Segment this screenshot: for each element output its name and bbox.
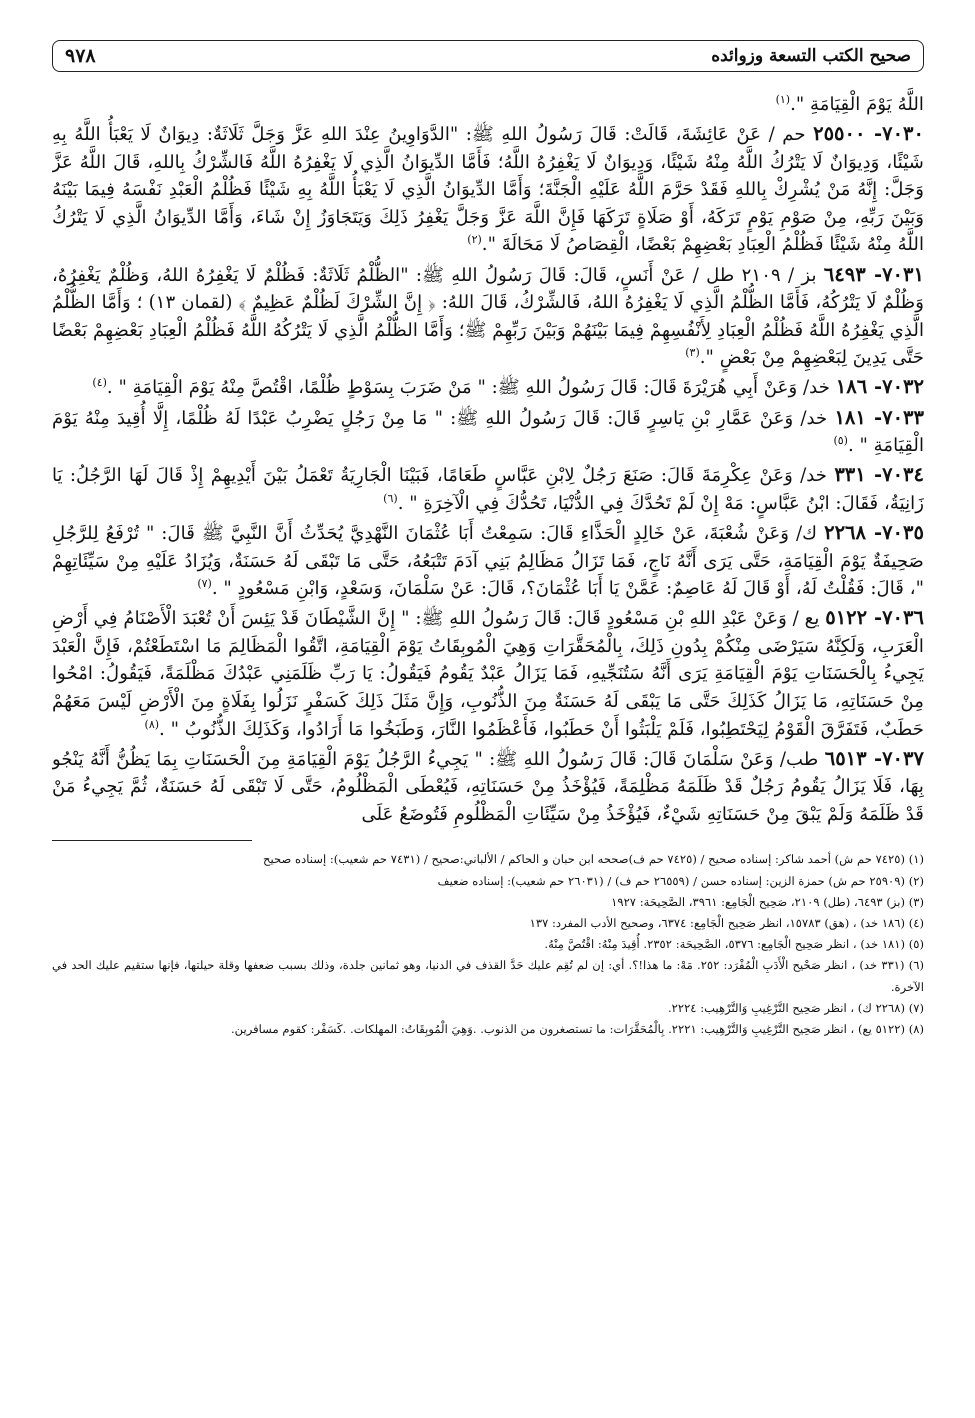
hadith-paragraph — [52, 90, 924, 119]
hadith-paragraph — [52, 745, 924, 829]
hadith-number: ٧٠٣٦- ٥١٢٢ — [825, 606, 924, 630]
hadith-paragraph — [52, 120, 924, 259]
hadith-number: ٧٠٣٠- ٢٥٥٠٠ — [813, 122, 924, 146]
hadith-text: اللَّهُ يَوْمَ الْقِيَامَةِ ". — [790, 94, 924, 115]
footnote-ref: (٨) — [144, 717, 160, 731]
hadith-body — [52, 90, 924, 828]
footnote: (٤) (١٨٦ خد) ، (هق) ١٥٧٨٣، انظر صَحِيح الْجَامِع: ٦٣٧٤، وصحيح الأدب المفرد: ١٣٧ — [529, 916, 924, 931]
hadith-text: خد/ وَعَنْ أَبِي هُرَيْرَةَ قَالَ: قَالَ رَسُولُ اللهِ ﷺ: " مَنْ ضَرَبَ بِسَوْطٍ ظُلْمًا، اقْتُصَّ مِنْهُ يَوْمَ الْقِيَامَةِ " . — [106, 377, 830, 399]
hadith-paragraph — [52, 373, 924, 402]
hadith-number: ٧٠٣٣- ١٨١ — [834, 405, 924, 429]
footnote: (٦) (٣٣١ خد) ، انظر صَحْيح الْأَدَبِ الْمُفْرَد: ٢٥٢. مَهْ: ما هذا!؟. أي: إن لم تُقِم عليك حَدَّ القذف في الدنيا، وهو ثمانين جلدة، وذلك بسبب ضعفها وقلة حيلتها، فإنها ستقيم عليك الحد في الآخرة. — [52, 958, 924, 994]
footnote-ref: (١) — [775, 92, 791, 106]
footnote-ref: (٤) — [92, 376, 107, 390]
footnotes — [52, 849, 924, 1040]
hadith-number: ٧٠٣٥- ٢٢٦٨ — [824, 520, 924, 544]
hadith-paragraph — [52, 461, 924, 517]
hadith-text: خد/ وَعَنْ عِكْرِمَةَ قَالَ: صَنَعَ رَجُلٌ لِابْنِ عَبَّاسٍ طَعَامًا، فَبَيْنَا الْجَارِيَةُ تَعْمَلُ بَيْنَ أَيْدِيهِمْ إِذْ قَالَ لَهَا الرَّجُلُ: يَا زَانِيَةُ، فَقَالَ: ابْنُ عَبَّاسٍ: مَهْ إِنْ لَمْ تَحُدَّكَ فِي الدُّنْيَا، تَحُدُّكَ فِي الْآخِرَةِ " . — [52, 465, 924, 514]
hadith-paragraph — [52, 519, 924, 603]
footnote: (٧) (٢٢٦٨ ك) ، انظر صَحِيح التَّرْغِيبِ وَالتَّرْهِيب: ٢٢٢٤. — [667, 1000, 924, 1015]
footnote: (٣) (بز) ٦٤٩٣، (طل) ٢١٠٩، صَحِيح الْجَامِع: ٣٩٦١، الصَّحِيحَة: ١٩٢٧ — [611, 894, 924, 909]
hadith-text: خد/ وَعَنْ عَمَّارِ بْنِ يَاسِرٍ قَالَ: قَالَ رَسُولُ اللهِ ﷺ: " مَا مِنْ رَجُلٍ يَضْرِبُ عَبْدًا لَهُ ظُلْمًا، إِلَّا أُقِيدَ مِنْهُ يَوْمَ الْقِيَامَةِ " . — [52, 407, 924, 457]
footnote-ref: (٣) — [685, 346, 700, 360]
page-number: ٩٧٨ — [65, 45, 96, 67]
book-page — [52, 40, 924, 1400]
footnote: (٨) (٥١٢٢ يع) ، انظر صَحِيح التَّرْغِيبِ وَالتَّرْهِيب: ٢٢٢١. بِالْمُحَقَّرَات: ما تستصغرون من الذنوب. .وَهِيَ الْمُوبِقَاتُ: المهلكات. .كَسَفْر: كقوم مسافرين. — [230, 1022, 924, 1037]
hadith-paragraph — [52, 604, 924, 743]
footnote-ref: (٢) — [467, 233, 482, 247]
book-title: صحيح الكتب التسعة وزوائده — [711, 46, 911, 66]
footnote-ref: (٥) — [833, 434, 848, 448]
footnote-divider — [52, 840, 252, 841]
hadith-number: ٧٠٣٢- ١٨٦ — [835, 375, 924, 399]
hadith-text: حم / عَنْ عَائِشَةَ، قَالَتْ: قَالَ رَسُولُ اللهِ ﷺ: "الدَّوَاوِينُ عِنْدَ اللهِ عَزَّ وَجَلَّ ثَلَاثَةٌ: دِيوَانٌ لَا يَعْبَأُ اللَّهُ بِهِ شَيْئًا، وَدِيوَانٌ لَا يَتْرُكُ اللَّهُ مِنْهُ شَيْئًا، وَدِيوَانٌ لَا يَغْفِرُهُ اللَّهُ؛ فَأَمَّا الدِّيوَانُ الَّذِي لَا يَغْفِرُهُ اللَّهُ فَالشِّرْكُ بِاللهِ، قَالَ اللَّهُ عَزَّ وَجَلَّ: إِنَّهُ مَنْ يُشْرِكْ بِاللهِ فَقَدْ حَرَّمَ اللَّهُ عَلَيْهِ الْجَنَّةَ؛ وَأَمَّا الدِّيوَانُ الَّذِي لَا يَعْبَأُ اللَّهُ بِهِ شَيْئًا فَظُلْمُ الْعَبْدِ نَفْسَهُ فِيمَا بَيْنَهُ وَبَيْنَ رَبِّهِ، مِنْ صَوْمِ يَوْمٍ تَرَكَهُ، أَوْ صَلَاةٍ تَرَكَهَا فَإِنَّ اللَّهَ عَزَّ وَجَلَّ يَغْفِرُ ذَلِكَ وَيَتَجَاوَزُ إِنْ شَاءَ، وَأَمَّا الدِّيوَانُ الَّذِي لَا يَتْرُكُ اللَّهُ مِنْهُ شَيْئًا فَظُلْمُ الْعِبَادِ بَعْضِهِمْ بَعْضًا، الْقِصَاصُ لَا مَحَالَةَ ". — [52, 124, 924, 256]
hadith-paragraph — [52, 261, 924, 372]
page-header — [52, 40, 924, 72]
footnote: (٢) (٢٥٩٠٩ حم ش) حمزة الزين: إسناده حسن / (٢٦٥٥٩ حم ف) / (٢٦٠٣١ حم شعيب): إسناده ضعيف — [437, 873, 924, 888]
hadith-number: ٧٠٣٤- ٣٣١ — [834, 463, 924, 487]
hadith-text: طب/ وَعَنْ سَلْمَانَ قَالَ: قَالَ رَسُولُ اللهِ ﷺ: " يَجِيءُ الرَّجُلُ يَوْمَ الْقِيَامَةِ مِنَ الْحَسَنَاتِ بِمَا يَظُنُّ أَنَّهُ يَنْجُو بِهَا، فَلَا يَزَالُ يَقُومُ رَجُلٌ قَدْ ظَلَمَهُ مَظْلِمَةً، فَيُؤْخَذُ مِنْ حَسَنَاتِهِ، فَيُعْطَى الْمَظْلُومُ، حَتَّى لَا تَبْقَى لَهُ حَسَنَةٌ، ثُمَّ يَجِيءُ مَنْ قَدْ ظَلَمَهُ وَلَمْ يَبْقَ مِنْ حَسَنَاتِهِ شَيْءٌ، فَيُؤْخَذُ مِنْ سَيِّئَاتِ الْمَظْلُومِ فَتُوضَعُ عَلَى — [52, 748, 924, 825]
footnote: (٥) (١٨١ خد) ، انظر صَحِيح الْجَامِع: ٥٣٧٦، الصَّحِيحَة: ٢٣٥٢. أُقِيدَ مِنْهُ: اقْتُصَّ مِنْهُ. — [544, 937, 924, 952]
hadith-text: يع / وَعَنْ عَبْدِ اللهِ بْنِ مَسْعُودٍ قَالَ: قَالَ رَسُولُ اللهِ ﷺ: " إِنَّ الشَّيْطَانَ قَدْ يَئِسَ أَنْ تُعْبَدَ الْأَصْنَامُ فِي أَرْضِ الْعَرَبِ، وَلَكِنَّهُ سَيَرْضَى مِنْكُمْ بِدُونِ ذَلِكَ، بِالْمُحَقَّرَاتِ وَهِيَ الْمُوبِقَاتُ يَوْمَ الْقِيَامَةِ، اتَّقُوا الْمَظَالِمَ مَا اسْتَطَعْتُمْ، فَإِنَّ الْعَبْدَ يَجِيءُ بِالْحَسَنَاتِ يَوْمَ الْقِيَامَةِ يَرَى أَنَّهُ سَتُنَجِّيهِ، فَمَا يَزَالُ عَبْدٌ يَقُومُ فَيَقُولُ: يَا رَبِّ ظَلَمَنِي عَبْدُكَ مَظْلَمَةً، فَيَقُولُ: امْحُوا مِنْ حَسَنَاتِهِ، مَا يَزَالُ كَذَلِكَ حَتَّى مَا يَبْقَى لَهُ حَسَنَةٌ مِنَ الذُّنُوبِ، وَإِنَّ مَثَلَ ذَلِكَ كَسَفْرٍ نَزَلُوا بِفَلَاةٍ مِنَ الْأَرْضِ لَيْسَ مَعَهُمْ حَطَبٌ، فَتَفَرَّقَ الْقَوْمُ لِيَحْتَطِبُوا، فَلَمْ يَلْبَثُوا أَنْ حَطَبُوا، فَأَعْظَمُوا النَّارَ، وَطَبَخُوا مَا أَرَادُوا، وَكَذَلِكَ الذُّنُوبُ " . — [52, 608, 924, 740]
hadith-text: بز / ٢١٠٩ طل / عَنْ أَنَسٍ، قَالَ: قَالَ رَسُولُ اللهِ ﷺ: "الظُّلْمُ ثَلَاثَةٌ: فَظُلْمٌ لَا يَغْفِرُهُ اللهُ، وَظُلْمٌ يَغْفِرُهُ، وَظُلْمٌ لَا يَتْرُكُهُ، فَأَمَّا الظُّلْمُ الَّذِي لَا يَغْفِرُهُ اللهُ، فَالشِّرْكُ، قَالَ اللهُ: ﴿ إِنَّ الشِّرْكَ لَظُلْمٌ عَظِيمٌ ﴾ (لقمان ١٣) ؛ وَأَمَّا الظُّلْمُ الَّذِي يَغْفِرُهُ اللَّهُ فَظُلْمُ الْعِبَادِ لِأَنْفُسِهِمْ فِيمَا بَيْنَهُمْ وَبَيْنَ رَبِّهِمْ ﷺ؛ وَأَمَّا الظُّلْمُ الَّذِي لَا يَتْرُكُهُ اللَّهُ فَظُلْمُ الْعِبَادِ بَعْضِهِمْ بَعْضًا حَتَّى يَدِينَ لِبَعْضِهِمْ مِنْ بَعْضٍ ". — [52, 264, 924, 369]
hadith-number: ٧٠٣٧- ٦٥١٣ — [824, 746, 924, 770]
hadith-number: ٧٠٣١- ٦٤٩٣ — [823, 262, 924, 286]
hadith-paragraph — [52, 404, 924, 460]
footnote-ref: (٦) — [383, 491, 398, 505]
footnote-ref: (٧) — [197, 577, 212, 591]
footnote: (١) (٧٤٢٥ حم ش) أحمد شاكر: إسناده صحيح / (٧٤٢٥ حم ف)صححه ابن حبان و الحاكم / الألباني:صحيح / (٧٤٣١ حم شعيب): إسناده صحيح — [263, 852, 924, 867]
hadith-text: ك/ وَعَنْ شُعْبَةَ، عَنْ خَالِدٍ الْحَذَّاءِ قَالَ: سَمِعْتُ أَبَا عُثْمَانَ النَّهْدِيَّ يُحَدِّثُ أَنَّ النَّبِيَّ ﷺ قَالَ: " تُرْفَعُ لِلرَّجُلِ صَحِيفَةٌ يَوْمَ الْقِيَامَةِ، حَتَّى يَرَى أَنَّهُ نَاجٍ، فَمَا تَزَالُ مَظَالِمُ بَنِي آدَمَ تَتْبَعُهُ، حَتَّى مَا تَبْقَى لَهُ حَسَنَةٌ، وَيُزَادُ عَلَيْهِ مِنْ سَيِّئَاتِهِمْ "، قَالَ: فَقُلْتُ لَهُ، أَوْ قَالَ لَهُ عَاصِمٌ: عَمَّنْ يَا أَبَا عُثْمَانَ؟، قَالَ: عَنْ سَلْمَانَ، وَسَعْدٍ، وَابْنِ مَسْعُودٍ " . — [52, 522, 924, 600]
